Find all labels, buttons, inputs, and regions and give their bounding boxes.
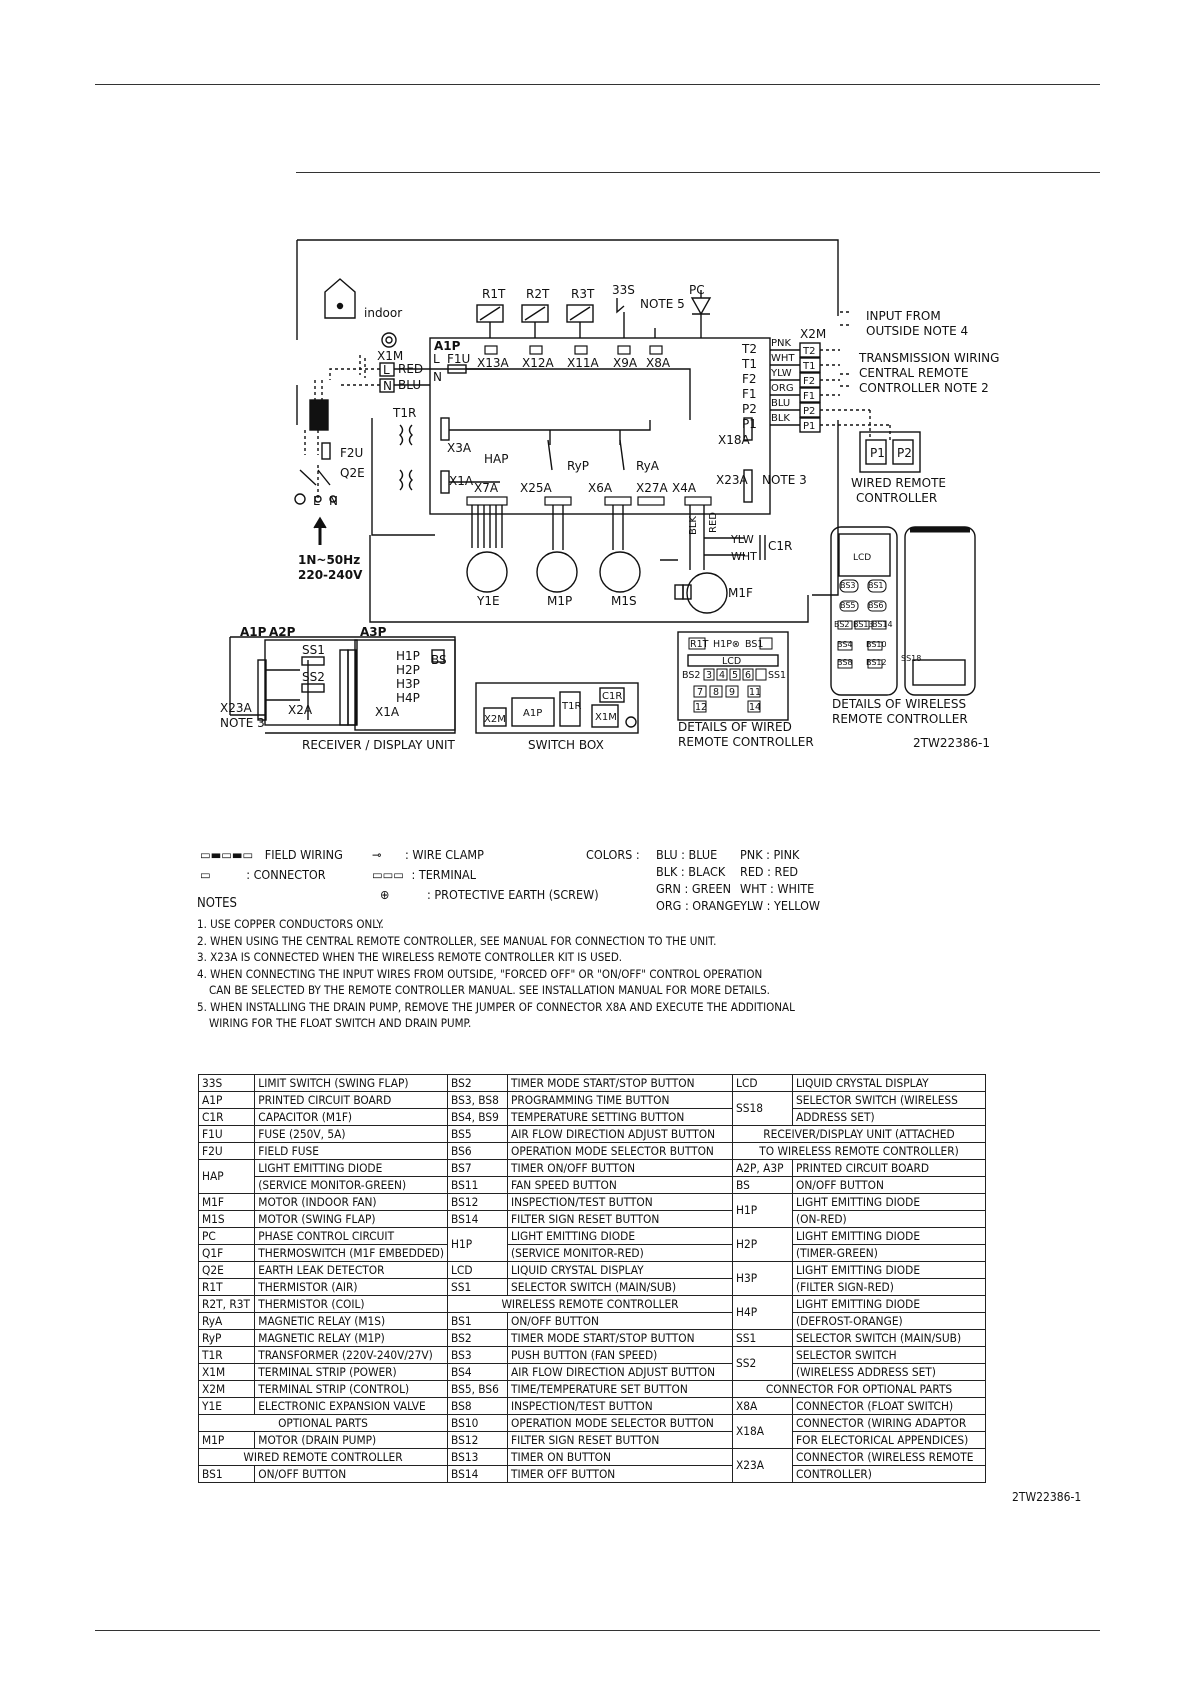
table-section-header: WIRED REMOTE CONTROLLER	[199, 1449, 448, 1466]
colors-label: COLORS :	[586, 847, 640, 862]
receiver-x2a: X2A	[288, 703, 313, 717]
pnk-wire: PNK	[771, 338, 792, 349]
x9a-label: X9A	[613, 356, 638, 370]
motor-m1p	[537, 552, 577, 592]
receiver-h2p: H2P	[396, 663, 420, 677]
table-row: BS3 PUSH BUTTON (FAN SPEED)	[448, 1347, 733, 1364]
table-row: Q2E EARTH LEAK DETECTOR	[199, 1262, 448, 1279]
p2-label: P2	[742, 402, 757, 416]
x11a-label: X11A	[567, 356, 599, 370]
table-section-header: CONNECTOR FOR OPTIONAL PARTS	[733, 1381, 986, 1398]
table-section-header: TO WIRELESS REMOTE CONTROLLER)	[733, 1143, 986, 1160]
x7a-label: X7A	[474, 481, 499, 495]
wireless-caption1: DETAILS OF WIRELESS	[832, 697, 967, 711]
table-row: C1R CAPACITOR (M1F)	[199, 1109, 448, 1126]
table-row: M1P MOTOR (DRAIN PUMP)	[199, 1432, 448, 1449]
wired-details-bs2: BS2	[682, 670, 701, 681]
table-row: H1P LIGHT EMITTING DIODE	[733, 1194, 986, 1211]
hap-label: HAP	[484, 452, 509, 466]
33s-label: 33S	[612, 283, 635, 297]
terminal-symbol: ▭▭▭	[372, 867, 404, 882]
wireless-bs1: BS1	[868, 581, 884, 590]
t2-label: T2	[742, 342, 757, 356]
color-pnk: PNK : PINK	[740, 847, 800, 862]
p1-term: P1	[803, 421, 816, 432]
ryp-label: RyP	[567, 459, 590, 473]
table-row: X8A CONNECTOR (FLOAT SWITCH)	[733, 1398, 986, 1415]
board-l-term: L	[433, 352, 440, 366]
wireless-bs2: BS2	[834, 620, 850, 629]
parts-table-col3	[732, 1074, 986, 1483]
p2-term: P2	[803, 406, 816, 417]
rya-label: RyA	[636, 459, 659, 473]
table-row: (TIMER-GREEN)	[733, 1245, 986, 1262]
t1-label: T1	[742, 357, 757, 371]
legend-field-wiring: ▭▬▭▬▭ FIELD WIRING	[200, 847, 343, 862]
connector-symbol: ▭	[200, 867, 211, 882]
wired-details-lcd: LCD	[722, 656, 742, 667]
table-row: BS ON/OFF BUTTON	[733, 1177, 986, 1194]
f1-term: F1	[803, 391, 816, 402]
m1f-label: M1F	[728, 586, 753, 600]
diagram-ref: 2TW22386-1	[913, 736, 990, 750]
receiver-bs: BS	[431, 653, 447, 667]
field-wiring-symbol: ▭▬▭▬▭	[200, 847, 254, 862]
x8a-label: X8A	[646, 356, 671, 370]
red-wire-label: RED	[398, 362, 424, 376]
wireless-bs5: BS5	[840, 601, 856, 610]
x3a-label: X3A	[447, 441, 472, 455]
table-row: SS2 SELECTOR SWITCH	[733, 1347, 986, 1364]
color-ylw: YLW : YELLOW	[740, 898, 821, 913]
f2-term: F2	[803, 376, 816, 387]
wireless-bs3: BS3	[840, 581, 856, 590]
x27a-label: X27A	[636, 481, 668, 495]
blu2-wire: BLU	[771, 398, 791, 409]
color-red: RED : RED	[740, 864, 799, 879]
table-row: T1R TRANSFORMER (220V-240V/27V)	[199, 1347, 448, 1364]
wired-details-b3: 3	[706, 670, 713, 681]
indoor-label: indoor	[364, 306, 403, 320]
table-row: BS1 ON/OFF BUTTON	[199, 1466, 448, 1483]
table-row: (DEFROST-ORANGE)	[733, 1313, 986, 1330]
notes-title: NOTES	[197, 896, 237, 911]
note-2: 2. WHEN USING THE CENTRAL REMOTE CONTROLLER, SEE MANUAL FOR CONNECTION TO THE UNIT.	[197, 933, 717, 948]
legend-connector: ▭ : CONNECTOR	[200, 867, 326, 882]
motor-m1f	[687, 573, 727, 613]
ylw-wire: YLW	[771, 368, 792, 379]
x23a-label: X23A	[716, 473, 748, 487]
table-row: BS2 TIMER MODE START/STOP BUTTON	[448, 1330, 733, 1347]
table-row: BS14 FILTER SIGN RESET BUTTON	[448, 1211, 733, 1228]
table-row: BS4 AIR FLOW DIRECTION ADJUST BUTTON	[448, 1364, 733, 1381]
blu-wire-label: BLU	[398, 378, 422, 392]
sensor-r2t	[522, 305, 548, 338]
switch-33s	[617, 298, 624, 338]
wired-details-b8: 8	[713, 687, 720, 698]
m1s-label: M1S	[611, 594, 637, 608]
supply-line1: 1N~50Hz	[298, 553, 361, 567]
sensor-r1t	[477, 305, 503, 338]
wired-details-b14: 14	[749, 702, 762, 713]
table-row: BS5, BS6 TIME/TEMPERATURE SET BUTTON	[448, 1381, 733, 1398]
parts-table-col1	[198, 1074, 448, 1483]
bottom-rule	[95, 1630, 1100, 1631]
table-row: R2T, R3T THERMISTOR (COIL)	[199, 1296, 448, 1313]
wireless-bs13: BS13	[853, 620, 874, 629]
table-row: (ON-RED)	[733, 1211, 986, 1228]
table-row: H3P LIGHT EMITTING DIODE	[733, 1262, 986, 1279]
table-row: (SERVICE MONITOR-RED)	[448, 1245, 733, 1262]
table-row: F1U FUSE (250V, 5A)	[199, 1126, 448, 1143]
transmission-line3: CONTROLLER NOTE 2	[859, 381, 989, 395]
table-row: X2M TERMINAL STRIP (CONTROL)	[199, 1381, 448, 1398]
indoor-icon	[325, 279, 355, 318]
transformer-t1r	[400, 425, 412, 445]
switchbox-x2m: X2M	[484, 714, 506, 725]
wired-details-b12: 12	[695, 702, 708, 713]
red-vertical: RED	[708, 512, 719, 533]
blk-vertical: BLK	[688, 516, 699, 535]
f2u-label: F2U	[340, 446, 364, 460]
wireless-ss18: SS18	[901, 654, 922, 663]
wired-details-b6: 6	[745, 670, 752, 681]
earth-icon: ⊕	[380, 887, 390, 902]
supply-n-label: N	[329, 494, 338, 508]
parts-table-col2	[447, 1074, 733, 1483]
table-row: BS11 FAN SPEED BUTTON	[448, 1177, 733, 1194]
supply-line2: 220-240V	[298, 568, 363, 582]
color-wht: WHT : WHITE	[740, 881, 815, 896]
color-blk: BLK : BLACK	[656, 864, 726, 879]
table-row: M1S MOTOR (SWING FLAP)	[199, 1211, 448, 1228]
x4a-label: X4A	[672, 481, 697, 495]
org-wire: ORG	[771, 383, 794, 394]
input-from-line1: INPUT FROM	[866, 309, 941, 323]
wired-details-bs1: BS1	[745, 639, 764, 650]
wireless-caption2: REMOTE CONTROLLER	[832, 712, 968, 726]
x25a-label: X25A	[520, 481, 552, 495]
table-row: F2U FIELD FUSE	[199, 1143, 448, 1160]
wired-rc-line2: CONTROLLER	[856, 491, 938, 505]
wired-rc-p2: P2	[897, 446, 912, 460]
table-row: BS3, BS8 PROGRAMMING TIME BUTTON	[448, 1092, 733, 1109]
motor-m1s	[600, 552, 640, 592]
wired-details-b11: 11	[749, 687, 762, 698]
color-org: ORG : ORANGE	[656, 898, 741, 913]
r3t-label: R3T	[571, 287, 595, 301]
f2-label: F2	[742, 372, 757, 386]
table-row: (WIRELESS ADDRESS SET)	[733, 1364, 986, 1381]
note3-label: NOTE 3	[762, 473, 807, 487]
wireless-bs4: BS4	[837, 640, 853, 649]
switchbox-c1r: C1R	[602, 691, 623, 702]
pc-label: PC	[689, 283, 705, 297]
x18a-label: X18A	[718, 433, 750, 447]
table-row: BS10 OPERATION MODE SELECTOR BUTTON	[448, 1415, 733, 1432]
t1-term: T1	[803, 361, 816, 372]
table-row: SS1 SELECTOR SWITCH (MAIN/SUB)	[733, 1330, 986, 1347]
f1-label: F1	[742, 387, 757, 401]
note-5: 5. WHEN INSTALLING THE DRAIN PUMP, REMOVE THE JUMPER OF CONNECTOR X8A AND EXECUTE THE ADDITIONAL	[197, 999, 795, 1014]
fuse-f2u	[322, 443, 330, 459]
color-blu: BLU : BLUE	[656, 847, 718, 862]
note-4: 4. WHEN CONNECTING THE INPUT WIRES FROM OUTSIDE, "FORCED OFF" OR "ON/OFF" CONTROL OPERATION	[197, 966, 763, 981]
t2-term: T2	[803, 346, 816, 357]
table-section-header: OPTIONAL PARTS	[199, 1415, 448, 1432]
note-5-cont: WIRING FOR THE FLOAT SWITCH AND DRAIN PUMP.	[209, 1016, 472, 1030]
sensor-r3t	[567, 305, 593, 338]
receiver-caption: RECEIVER / DISPLAY UNIT	[302, 738, 455, 752]
table-row: BS12 FILTER SIGN RESET BUTTON	[448, 1432, 733, 1449]
table-row: BS6 OPERATION MODE SELECTOR BUTTON	[448, 1143, 733, 1160]
table-row: LCD LIQUID CRYSTAL DISPLAY	[733, 1075, 986, 1092]
wired-details-b4: 4	[719, 670, 726, 681]
receiver-h4p: H4P	[396, 691, 420, 705]
input-from-line2: OUTSIDE NOTE 4	[866, 324, 969, 338]
motor-y1e	[467, 552, 507, 592]
table-row: BS5 AIR FLOW DIRECTION ADJUST BUTTON	[448, 1126, 733, 1143]
table-row: M1F MOTOR (INDOOR FAN)	[199, 1194, 448, 1211]
board-n-term: N	[433, 370, 442, 384]
x12a-label: X12A	[522, 356, 554, 370]
table-row: (FILTER SIGN-RED)	[733, 1279, 986, 1296]
receiver-a3p: A3P	[360, 625, 387, 639]
wireless-bs6: BS6	[868, 601, 884, 610]
wired-details-caption1: DETAILS OF WIRED	[678, 720, 792, 734]
legend-earth: ⊕ : PROTECTIVE EARTH (SCREW)	[380, 887, 599, 902]
wired-details-caption2: REMOTE CONTROLLER	[678, 735, 814, 749]
a1p-label: A1P	[434, 339, 461, 353]
table-row: Y1E ELECTRONIC EXPANSION VALVE	[199, 1398, 448, 1415]
wht-wire: WHT	[771, 353, 795, 364]
switchbox-x1m: X1M	[595, 712, 617, 723]
breaker-q2e	[300, 470, 330, 485]
table-row: BS2 TIMER MODE START/STOP BUTTON	[448, 1075, 733, 1092]
table-row: RyA MAGNETIC RELAY (M1S)	[199, 1313, 448, 1330]
receiver-h1p: H1P	[396, 649, 420, 663]
r2t-label: R2T	[526, 287, 550, 301]
c1r-label: C1R	[768, 539, 793, 553]
legend	[200, 846, 840, 916]
table-row: RyP MAGNETIC RELAY (M1P)	[199, 1330, 448, 1347]
ylw-label: YLW	[731, 533, 754, 546]
wireless-bs10: BS10	[866, 640, 887, 649]
table-row: BS14 TIMER OFF BUTTON	[448, 1466, 733, 1483]
t1r-label: T1R	[393, 406, 417, 420]
note-3: 3. X23A IS CONNECTED WHEN THE WIRELESS REMOTE CONTROLLER KIT IS USED.	[197, 950, 623, 964]
switchbox-a1p: A1P	[523, 708, 543, 719]
legend-wire-clamp: ⊸ : WIRE CLAMP	[372, 847, 484, 862]
p1-label: P1	[742, 417, 757, 431]
wired-details-b9: 9	[729, 687, 736, 698]
table-row: H2P LIGHT EMITTING DIODE	[733, 1228, 986, 1245]
table-row: H1P LIGHT EMITTING DIODE	[448, 1228, 733, 1245]
table-row: BS13 TIMER ON BUTTON	[448, 1449, 733, 1466]
x2m-label: X2M	[800, 327, 827, 341]
wired-details-h1p: H1P⊗	[713, 639, 740, 650]
note5-label: NOTE 5	[640, 297, 685, 311]
table-row: PC PHASE CONTROL CIRCUIT	[199, 1228, 448, 1245]
table-row: FOR ELECTORICAL APPENDICES)	[733, 1432, 986, 1449]
table-row: X18A CONNECTOR (WIRING ADAPTOR	[733, 1415, 986, 1432]
receiver-ss2: SS2	[302, 670, 325, 684]
table-row: ADDRESS SET)	[733, 1109, 986, 1126]
table-row: BS1 ON/OFF BUTTON	[448, 1313, 733, 1330]
table-row: 33S LIMIT SWITCH (SWING FLAP)	[199, 1075, 448, 1092]
y1e-label: Y1E	[477, 594, 500, 608]
receiver-note3: NOTE 3	[220, 716, 265, 730]
wired-rc-line1: WIRED REMOTE	[851, 476, 947, 490]
wireless-bs12: BS12	[866, 658, 887, 667]
wired-details-ss1: SS1	[768, 670, 787, 681]
x1m-label: X1M	[377, 349, 404, 363]
wired-details-r1t: R1T	[690, 639, 709, 650]
table-section-header: WIRELESS REMOTE CONTROLLER	[448, 1296, 733, 1313]
q2e-label: Q2E	[340, 466, 365, 480]
table-row: BS12 INSPECTION/TEST BUTTON	[448, 1194, 733, 1211]
table-row: CONTROLLER)	[733, 1466, 986, 1483]
note-1: 1. USE COPPER CONDUCTORS ONLY.	[197, 917, 384, 931]
transmission-line2: CENTRAL REMOTE	[859, 366, 969, 380]
table-row: BS4, BS9 TEMPERATURE SETTING BUTTON	[448, 1109, 733, 1126]
wired-rc-p1: P1	[870, 446, 885, 460]
note-4-cont: CAN BE SELECTED BY THE REMOTE CONTROLLER MANUAL. SEE INSTALLATION MANUAL FOR MORE DETAILS.	[209, 983, 770, 997]
table-row: H4P LIGHT EMITTING DIODE	[733, 1296, 986, 1313]
legend-terminal: ▭▭▭ : TERMINAL	[372, 867, 476, 882]
wireless-bs8: BS8	[837, 658, 853, 667]
table-row: BS7 TIMER ON/OFF BUTTON	[448, 1160, 733, 1177]
table-row: SS18 SELECTOR SWITCH (WIRELESS	[733, 1092, 986, 1109]
table-row: BS8 INSPECTION/TEST BUTTON	[448, 1398, 733, 1415]
x1a-label: X1A	[449, 474, 474, 488]
blk-wire: BLK	[771, 413, 790, 424]
table-row: (SERVICE MONITOR-GREEN)	[199, 1177, 448, 1194]
table-row: X1M TERMINAL STRIP (POWER)	[199, 1364, 448, 1381]
switchbox-caption: SWITCH BOX	[528, 738, 604, 752]
receiver-x23a: X23A	[220, 701, 252, 715]
m1p-label: M1P	[547, 594, 573, 608]
f1u-label: F1U	[447, 352, 471, 366]
switchbox-t1r: T1R	[562, 701, 582, 712]
pc-diode	[692, 290, 710, 338]
receiver-h3p: H3P	[396, 677, 420, 691]
wired-details-b7: 7	[697, 687, 704, 698]
table-row: A2P, A3P PRINTED CIRCUIT BOARD	[733, 1160, 986, 1177]
x1m-l-term: L	[383, 363, 390, 377]
receiver-a1p: A1P	[240, 625, 267, 639]
table-row: SS1 SELECTOR SWITCH (MAIN/SUB)	[448, 1279, 733, 1296]
receiver-ss1: SS1	[302, 643, 325, 657]
wiring-diagram	[0, 0, 1190, 760]
receiver-a2p: A2P	[269, 625, 296, 639]
wire-clamp-icon: ⊸	[372, 847, 382, 862]
wht-label: WHT	[731, 550, 757, 563]
table-section-header: RECEIVER/DISPLAY UNIT (ATTACHED	[733, 1126, 986, 1143]
wireless-lcd: LCD	[853, 553, 872, 563]
x1m-n-term: N	[383, 379, 392, 393]
table-row: LCD LIQUID CRYSTAL DISPLAY	[448, 1262, 733, 1279]
table-row: HAP LIGHT EMITTING DIODE	[199, 1160, 448, 1177]
r1t-label: R1T	[482, 287, 506, 301]
table-row: A1P PRINTED CIRCUIT BOARD	[199, 1092, 448, 1109]
transmission-line1: TRANSMISSION WIRING	[859, 351, 1000, 365]
notes-list	[197, 916, 795, 1032]
receiver-x1a: X1A	[375, 705, 400, 719]
table-row: Q1F THERMOSWITCH (M1F EMBEDDED)	[199, 1245, 448, 1262]
wireless-bs14: BS14	[872, 620, 893, 629]
table-ref: 2TW22386-1	[1012, 1490, 1082, 1504]
x13a-label: X13A	[477, 356, 509, 370]
x6a-label: X6A	[588, 481, 613, 495]
table-row: R1T THERMISTOR (AIR)	[199, 1279, 448, 1296]
supply-l-label: L	[313, 494, 320, 508]
table-row: X23A CONNECTOR (WIRELESS REMOTE	[733, 1449, 986, 1466]
color-grn: GRN : GREEN	[656, 881, 732, 896]
wired-details-b5: 5	[732, 670, 739, 681]
